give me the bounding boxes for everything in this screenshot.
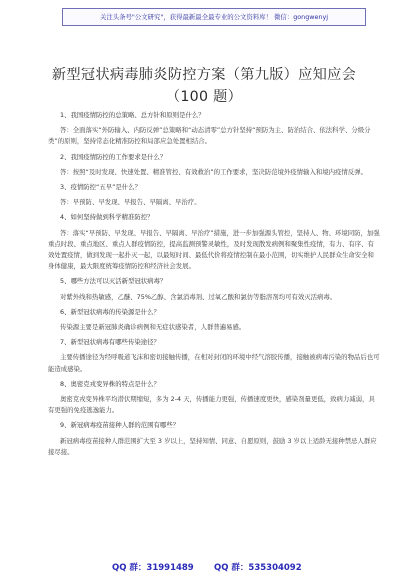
question-5: 5、哪些方法可以灭活新型冠状病毒？	[60, 277, 167, 286]
answer-3: 答：早预防、早发现、早报告、早隔离、早治疗。	[60, 198, 201, 207]
question-6: 6、新型冠状病毒的传染源是什么？	[60, 307, 160, 316]
question-2: 2、我国疫情防控的工作要求是什么？	[60, 152, 167, 161]
document-subtitle: （100 题）	[165, 89, 243, 105]
footer	[0, 561, 408, 575]
answer-8: 奥密克戎变异株平均潜伏期缩短，多为 2-4 天，传播能力更强，传播速度更快，感染剂量更低，致病力减弱，具有更强的免疫逃逸能力。	[48, 395, 375, 415]
answer-4: 答：落实“早预防、早发现、早报告、早隔离、早治疗”措施，进一步加强源头管控，坚持人、物、环境同防，加强重点时段、重点地区、重点人群疫情防控，提高监测预警灵敏性，及时发现散发病例和聚集性疫情，有力、有序、有效处置疫情，做到发现一起扑灭一起，以最短时间、最低代价将疫情控制在最小范围，切实维护人民群众生命安全和身体健康，最大限度统筹疫情防控和经济社会发展。	[48, 228, 380, 271]
answer-6: 传染源主要是新冠肺炎确诊病例和无症状感染者，人群普遍易感。	[60, 323, 246, 332]
question-7: 7、新型冠状病毒有哪些传染途径？	[60, 338, 160, 347]
answer-5: 对紫外线和热敏感，乙醚、75%乙醇、含氯消毒剂、过氧乙酸和氯仿等脂溶剂均可有效灭活病毒。	[60, 292, 337, 301]
document-body	[48, 110, 380, 462]
question-1: 1、我国疫情防控的总策略、总方针和原则是什么？	[60, 111, 205, 119]
qq-group-1: QQ 群：31991489	[112, 563, 194, 573]
header-banner: 关注头条号"公文研究"，获得最新最全最专业的公文资料库！ 微信：gongwenyj	[62, 8, 366, 26]
document-title: 新型冠状病毒肺炎防控方案（第九版）应知应会	[51, 67, 357, 83]
answer-7: 主要传播途径为经呼吸道飞沫和密切接触传播，在相对封闭的环境中经气溶胶传播，接触被病毒污染的物品后也可能造成感染。	[48, 353, 380, 373]
answer-2: 答：按照“及时发现、快速处置、精准管控、有效救治”的工作要求，坚决防范境外疫情输入和境内疫情反弹。	[60, 167, 367, 176]
answer-9: 新冠病毒疫苗接种人群范围扩大至 3 岁以上，坚持知情、同意、自愿原则，鼓励 3 岁以上适龄无接种禁忌人群应接尽接。	[48, 436, 377, 456]
question-8: 8、奥密克戎变异株的特点是什么？	[60, 379, 160, 388]
question-9: 9、新冠病毒疫苗接种人群的范围有哪些？	[60, 421, 180, 430]
question-4: 4、如何坚持做到科学精准防控？	[60, 213, 154, 222]
question-3: 3、疫情防控“五早”是什么？	[60, 183, 141, 192]
qq-group-2: QQ 群：535304092	[214, 563, 302, 573]
answer-1: 答：全面落实“外防输入、内防反弹”总策略和“动态清零”总方针坚持“预防为主、防治结合、依法科学、分级分类”的原则，坚持常态化精准防控和局部应急处置相结合。	[48, 126, 371, 146]
